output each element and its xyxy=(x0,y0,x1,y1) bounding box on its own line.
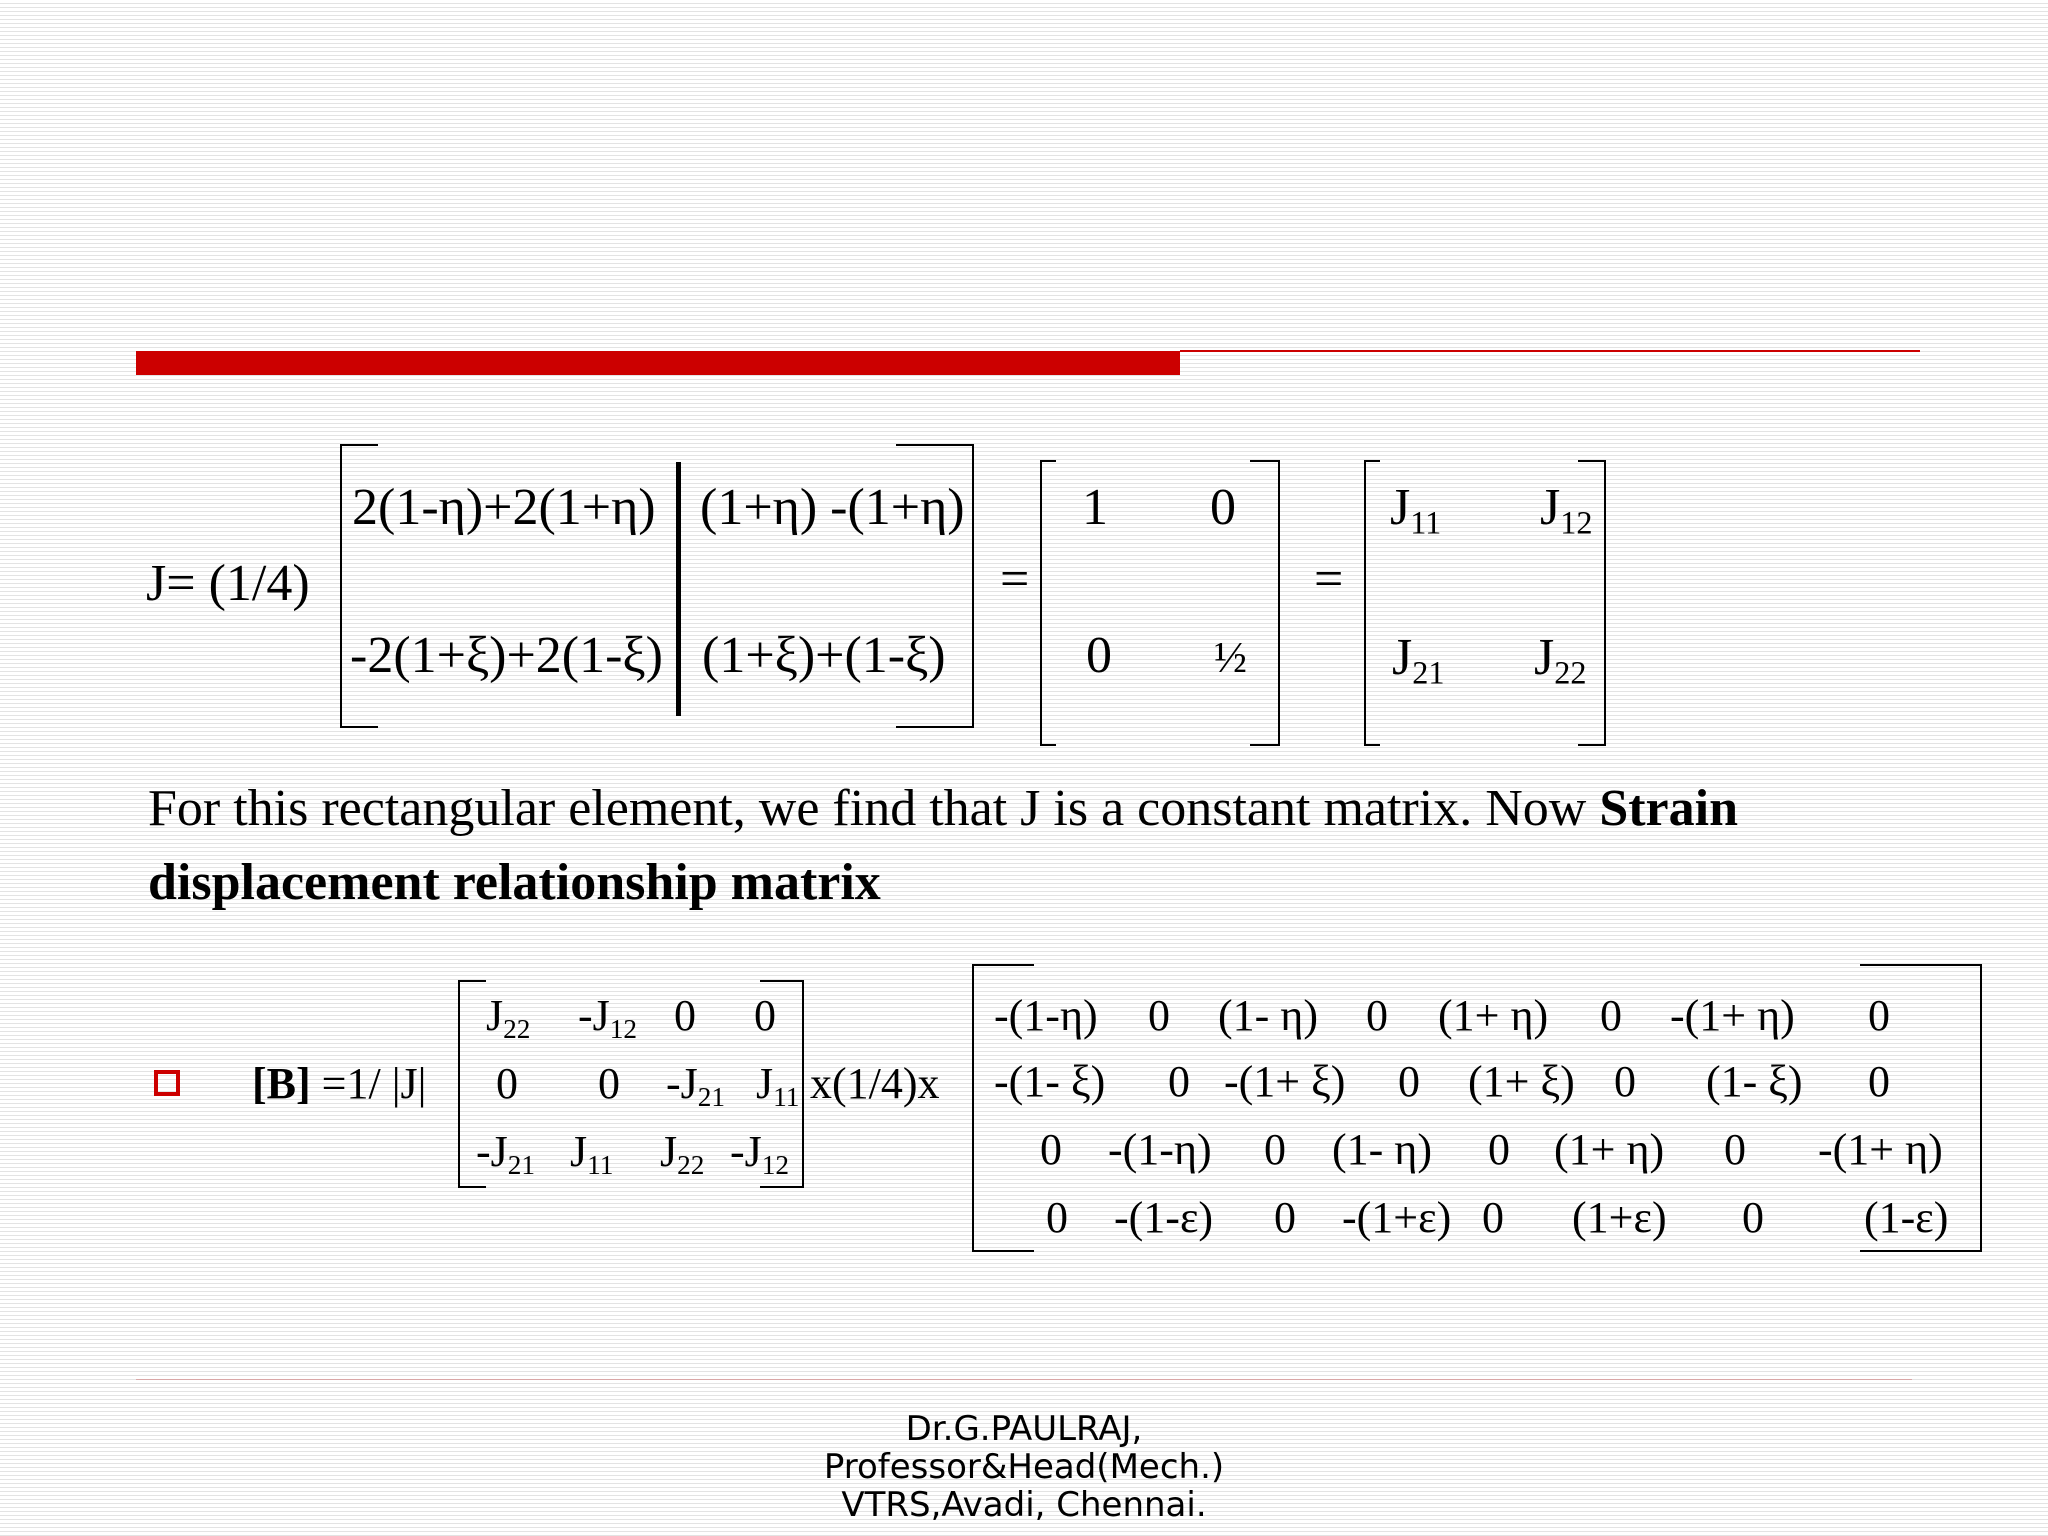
body-paragraph: For this rectangular element, we find that J is a constant matrix. Now Strain displacement relationship matrix xyxy=(148,780,1738,911)
shape-cell-r4c1: 0 xyxy=(1046,1193,1068,1242)
shape-cell-r2c5: (1+ ξ) xyxy=(1468,1057,1575,1106)
equals-sign-2: = xyxy=(1314,551,1344,608)
m1-r2c2: (1+ξ)+(1-ξ) xyxy=(702,627,946,684)
invj-r1c2: $-J_{12}$ xyxy=(578,991,638,1045)
shape-cell-r1c4: 0 xyxy=(1366,991,1388,1040)
shape-cell-r3c6: (1+ η) xyxy=(1554,1125,1665,1174)
shape-cell-r2c7: (1- ξ) xyxy=(1706,1057,1803,1106)
shape-cell-r3c7: 0 xyxy=(1724,1125,1746,1174)
invj-r3c3: $J_{22}$ xyxy=(660,1127,705,1181)
footer-credit xyxy=(0,1410,2048,1524)
shape-cell-r3c5: 0 xyxy=(1488,1125,1510,1174)
footer-line-1: Dr.G.PAULRAJ, xyxy=(905,1409,1143,1449)
bold-phrase: Strain displacement relationship matrix xyxy=(148,780,1738,911)
shape-cell-r1c8: 0 xyxy=(1868,991,1890,1040)
shape-cell-r4c2: -(1-ε) xyxy=(1114,1193,1214,1242)
invj-r2c3: $-J_{21}$ xyxy=(666,1059,726,1113)
shape-cell-r3c3: 0 xyxy=(1264,1125,1286,1174)
m3-j21: $J_{21}$ xyxy=(1392,629,1445,691)
shape-cell-r1c5: (1+ η) xyxy=(1438,991,1549,1040)
m2-r1c2: 0 xyxy=(1210,479,1236,536)
shape-cell-r4c8: (1-ε) xyxy=(1864,1193,1949,1242)
invj-r2c4: $J_{11}$ xyxy=(756,1059,800,1113)
matrix3-left-bracket xyxy=(1364,460,1380,746)
footer-line-2: Professor&Head(Mech.) xyxy=(823,1447,1225,1487)
invj-r3c2: $J_{11}$ xyxy=(570,1127,614,1181)
m1-r2c1: -2(1+ξ)+2(1-ξ) xyxy=(350,627,663,684)
shape-cell-r2c1: -(1- ξ) xyxy=(994,1057,1106,1106)
m2-r2c1: 0 xyxy=(1086,627,1112,684)
b-matrix-lhs: [B] =1/ |J| xyxy=(252,1059,427,1108)
shape-cell-r1c2: 0 xyxy=(1148,991,1170,1040)
bullet-square-icon xyxy=(154,1070,180,1096)
matrix2-left-bracket xyxy=(1040,460,1056,746)
invj-r1c4: 0 xyxy=(754,991,776,1040)
shape-cell-r2c3: -(1+ ξ) xyxy=(1224,1057,1346,1106)
invj-r2c2: 0 xyxy=(598,1059,620,1108)
shape-cell-r1c3: (1- η) xyxy=(1218,991,1318,1040)
footer-line-3: VTRS,Avadi, Chennai. xyxy=(841,1485,1207,1525)
shape-cell-r2c8: 0 xyxy=(1868,1057,1890,1106)
shape-cell-r4c6: (1+ε) xyxy=(1572,1193,1667,1242)
jacobian-lhs: J= (1/4) xyxy=(146,555,310,612)
title-accent-line xyxy=(1180,350,1920,352)
matrix1-divider xyxy=(676,462,681,716)
equals-sign-1: = xyxy=(1000,551,1030,608)
shape-cell-r4c5: 0 xyxy=(1482,1193,1504,1242)
shape-cell-r3c4: (1- η) xyxy=(1332,1125,1432,1174)
invj-r3c1: $-J_{21}$ xyxy=(476,1127,536,1181)
invj-r2c1: 0 xyxy=(496,1059,518,1108)
shape-cell-r2c4: 0 xyxy=(1398,1057,1420,1106)
shape-cell-r3c2: -(1-η) xyxy=(1108,1125,1212,1174)
shape-cell-r1c1: -(1-η) xyxy=(994,991,1098,1040)
shape-cell-r2c2: 0 xyxy=(1168,1057,1190,1106)
shape-cell-r4c3: 0 xyxy=(1274,1193,1296,1242)
shape-cell-r3c1: 0 xyxy=(1040,1125,1062,1174)
m3-j11: $J_{11}$ xyxy=(1390,479,1442,541)
matrix2-right-bracket xyxy=(1250,460,1280,746)
invj-r1c3: 0 xyxy=(674,991,696,1040)
m3-j22: $J_{22}$ xyxy=(1534,629,1587,691)
m2-r1c1: 1 xyxy=(1082,479,1108,536)
shape-cell-r2c6: 0 xyxy=(1614,1057,1636,1106)
scalar-multiplier: x(1/4)x xyxy=(810,1059,940,1108)
m1-r1c2: (1+η) -(1+η) xyxy=(700,479,965,536)
shape-cell-r3c8: -(1+ η) xyxy=(1818,1125,1943,1174)
title-accent-bar xyxy=(136,351,1180,375)
invj-r3c4: $-J_{12}$ xyxy=(730,1127,790,1181)
m1-r1c1: 2(1-η)+2(1+η) xyxy=(352,479,656,536)
shape-cell-r1c7: -(1+ η) xyxy=(1670,991,1795,1040)
m2-r2c2: ½ xyxy=(1214,633,1247,682)
shape-cell-r1c6: 0 xyxy=(1600,991,1622,1040)
m3-j12: $J_{12}$ xyxy=(1540,479,1593,541)
shape-cell-r4c4: -(1+ε) xyxy=(1342,1193,1452,1242)
shape-cell-r4c7: 0 xyxy=(1742,1193,1764,1242)
footer-divider xyxy=(136,1379,1912,1380)
invj-r1c1: $J_{22}$ xyxy=(486,991,531,1045)
